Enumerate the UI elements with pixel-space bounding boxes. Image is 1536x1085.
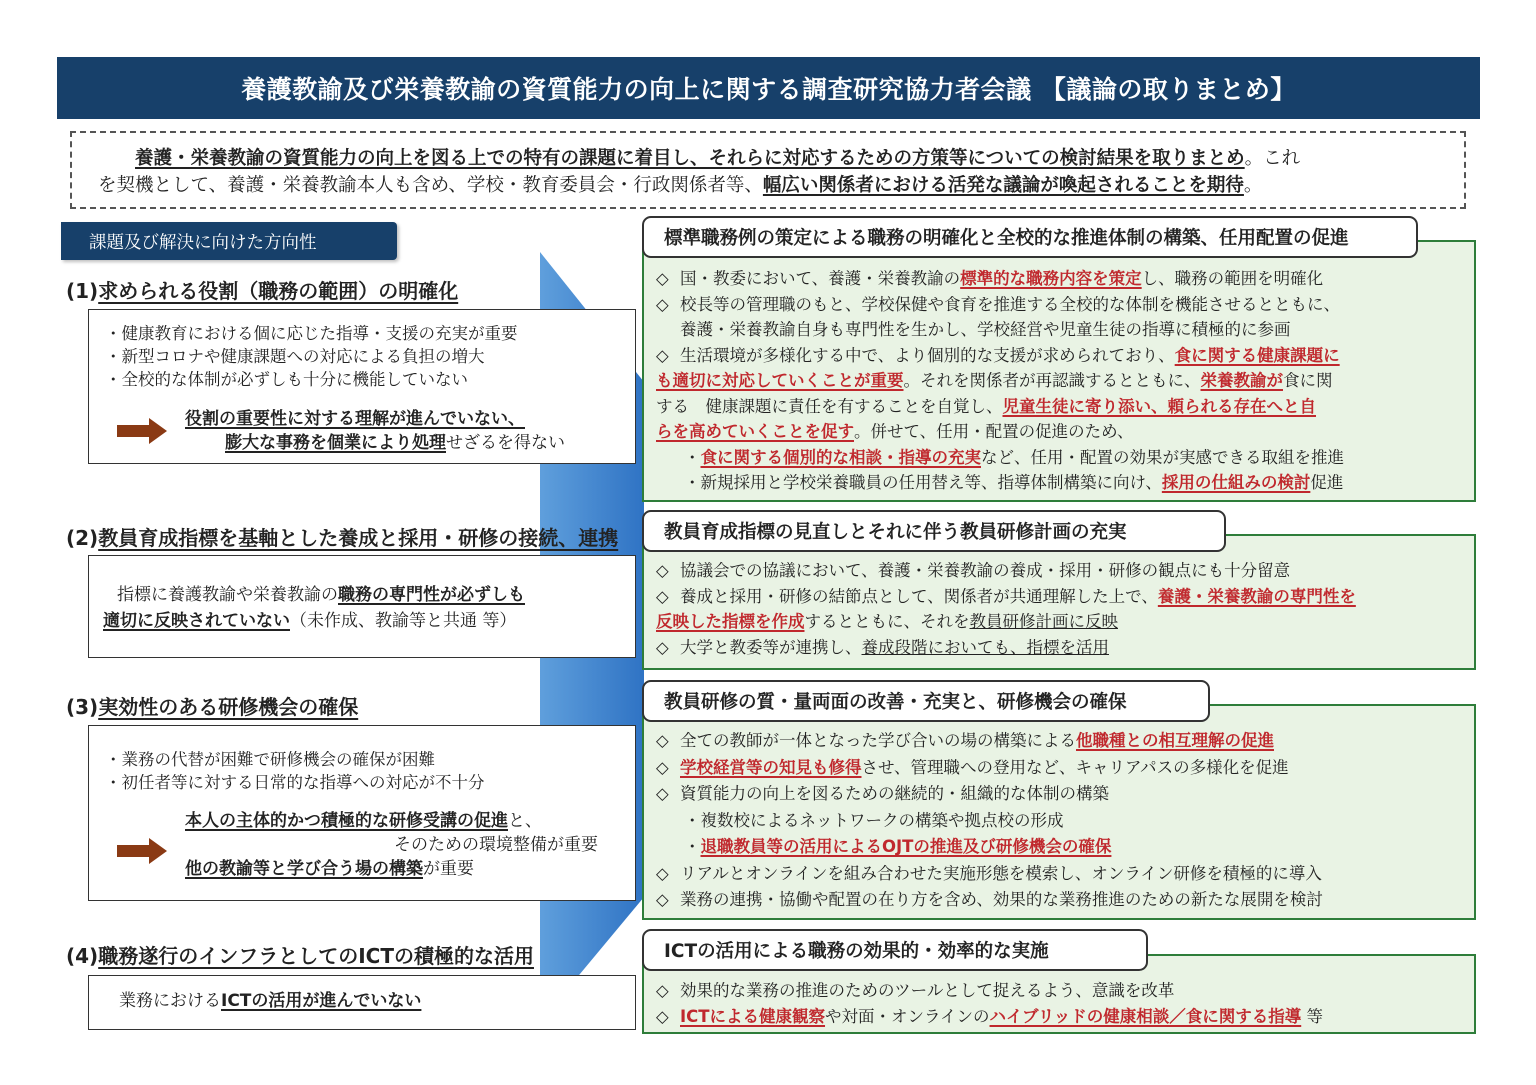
solution-text: し、職務の範囲を明確化 [1141,269,1324,288]
issue-text: （未作成、教諭等と共通 等） [290,611,517,631]
solution-highlight: 標準的な職務内容を策定 [960,269,1142,288]
solution-text: させ、管理職への登用など、キャリアパスの多様化を促進 [861,757,1289,777]
intro-summary-box [70,131,1466,209]
diamond-icon: ◇ [656,757,669,777]
diamond-icon: ◇ [656,561,669,580]
issue-conclusion-1: 本人の主体的かつ積極的な研修受講の促進 [185,811,508,831]
solution-text: など、任用・配置の効果が実感できる取組を推進 [981,447,1344,467]
solution-highlight: 反映した指標を作成 [656,612,805,631]
solution-highlight: 学校経営等の知見も修得 [680,757,862,777]
diamond-icon: ◇ [656,731,669,750]
diamond-icon: ◇ [656,784,669,803]
solution-highlight: 他職種との相互理解の促進 [1076,731,1274,750]
solution-text: や対面・オンラインの [825,1006,990,1026]
section-1-title: 求められる役割（職務の範囲）の明確化 [98,279,459,303]
issue-conclusion-2-rest: せざるを得ない [446,433,565,453]
section-2-number: (2) [66,526,99,550]
section-1-number: (1) [66,279,99,303]
solution-text: 養成と採用・研修の結節点として、関係者が共通理解した上で、 [680,586,1158,606]
issue-highlight: 職務の専門性が必ずしも [338,585,525,605]
diamond-icon: ◇ [656,890,669,909]
solution-text: する 健康課題に責任を有することを自覚し、 [656,396,1003,416]
solution-text: 効果的な業務の推進のためのツールとして捉えるよう、意識を改革 [680,981,1175,1000]
issue-conclusion-1: 役割の重要性に対する理解が進んでいない、 [185,409,525,429]
section-3-solution-box [642,704,1476,920]
issue-bullet: ・新型コロナや健康課題への対応による負担の増大 [105,347,485,366]
section-1-solution-box [642,240,1476,502]
solution-text: ・ [684,837,701,856]
diamond-icon: ◇ [656,269,669,288]
section-4-title: 職務遂行のインフラとしてのICTの積極的な活用 [98,944,534,968]
section-4-heading [66,940,534,969]
solution-highlight: らを高めていくことを促す [656,422,854,441]
section-2-solution-box [642,534,1476,670]
section-3-title: 実効性のある研修機会の確保 [98,695,359,719]
solution-text: するとともに、それを [804,612,970,631]
diamond-icon: ◇ [656,586,669,606]
section-2-heading [66,522,618,551]
section-1-solution-heading: 標準職務例の策定による職務の明確化と全校的な推進体制の構築、任用配置の促進 [642,216,1418,258]
solution-text: 全ての教師が一体となった学び合いの場の構築による [680,731,1076,750]
arrow-right-icon [117,418,167,444]
solution-text: 生活環境が多様化する中で、より個別的な支援が求められており、 [680,345,1175,365]
solution-highlight: 退職教員等の活用によるOJTの推進及び研修機会の確保 [700,837,1112,856]
solution-highlight: 採用の仕組みの検討 [1161,473,1311,492]
arrow-right-icon [117,838,167,864]
solution-text: 等 [1301,1006,1323,1026]
solution-text: 国・教委において、養護・栄養教諭の [680,269,961,288]
issue-highlight: 適切に反映されていない [103,611,290,631]
intro-highlight-2: 幅広い関係者における活発な議論が喚起されることを期待 [762,175,1244,196]
solution-text: 養護・栄養教諭自身も専門性を生かし、学校経営や児童生徒の指導に積極的に参画 [680,320,1291,339]
diamond-icon: ◇ [656,345,669,365]
section-3-issue-box [88,725,636,901]
solution-text: 。併せて、任用・配置の促進のため、 [854,422,1134,441]
issue-text: と、 [508,811,542,831]
solution-text: 促進 [1310,473,1344,492]
issue-bullet: ・業務の代替が困難で研修機会の確保が困難 [105,750,435,769]
issue-text: 指標に養護教諭や栄養教諭の [117,585,338,605]
intro-text-3: 。 [1243,175,1263,196]
intro-text-2: を契機として、養護・栄養教諭本人も含め、学校・教育委員会・行政関係者等、 [98,175,763,196]
section-2-issue-box [88,555,636,658]
diamond-icon: ◇ [656,863,669,883]
solution-highlight: 食に関する個別的な相談・指導の充実 [700,447,981,467]
page-title: 養護教諭及び栄養教諭の資質能力の向上に関する調査研究協力者会議 【議論の取りまとめ】 [57,57,1480,119]
issue-text: 業務における [119,991,221,1011]
diamond-icon: ◇ [656,981,669,1000]
solution-highlight: ICTによる健康観察 [680,1006,826,1026]
issue-text: そのための環境整備が重要 [394,835,598,855]
issue-text: が重要 [423,859,474,879]
section-2-title: 教員育成指標を基軸とした養成と採用・研修の接続、連携 [98,526,619,550]
issue-highlight: ICTの活用が進んでいない [221,991,422,1011]
diamond-icon: ◇ [656,294,669,314]
intro-highlight-1: 養護・栄養教諭の資質能力の向上を図る上での特有の課題に着目し、それらに対応するための方策等についての検討結果を取りまとめ [135,148,1245,169]
solution-text: 資質能力の向上を図るための継続的・組織的な体制の構築 [680,784,1109,803]
solution-text: 食に関 [1283,371,1333,390]
solution-text: ・複数校によるネットワークの構築や拠点校の形成 [684,810,1064,830]
diamond-icon: ◇ [656,637,669,657]
section-3-solution-heading: 教員研修の質・量両面の改善・充実と、研修機会の確保 [642,680,1210,722]
solution-underlined: 養成段階においても、指標を活用 [861,637,1109,657]
solution-highlight: 食に関する健康課題に [1174,345,1340,365]
issue-bullet: ・初任者等に対する日常的な指導への対応が不十分 [105,773,485,792]
section-3-number: (3) [66,695,99,719]
solution-text: ・新規採用と学校栄養職員の任用替え等、指導体制構築に向け、 [684,473,1162,492]
solution-underlined: 教員研修計画に反映 [969,612,1118,631]
solution-text: 協議会での協議において、養護・栄養教諭の養成・採用・研修の観点にも十分留意 [680,561,1291,580]
issue-bullet: ・健康教育における個に応じた指導・支援の充実が重要 [105,324,518,343]
intro-text-1: 。これ [1244,148,1301,169]
solution-text: 。それを関係者が再認識するとともに、 [903,371,1201,390]
section-4-number: (4) [66,944,99,968]
section-4-solution-heading: ICTの活用による職務の効果的・効率的な実施 [642,929,1148,971]
section-3-heading [66,691,358,720]
solution-highlight: 養護・栄養教諭の専門性を [1157,586,1356,606]
section-1-issue-box [88,309,636,464]
solution-highlight: ハイブリッドの健康相談／食に関する指導 [989,1006,1302,1026]
section-2-solution-heading: 教員育成指標の見直しとそれに伴う教員研修計画の充実 [642,510,1226,552]
issue-conclusion-2: 他の教諭等と学び合う場の構築 [185,859,423,879]
solution-text: ・ [684,447,701,467]
solution-text: 大学と教委等が連携し、 [680,637,862,657]
section-4-issue-box [88,975,636,1030]
solution-highlight: 栄養教諭が [1200,371,1283,390]
solution-highlight: 児童生徒に寄り添い、頼られる存在へと自 [1002,396,1316,416]
diamond-icon: ◇ [656,1006,669,1026]
solution-highlight: も適切に対応していくことが重要 [656,371,904,390]
solution-text: 校長等の管理職のもと、学校保健や食育を推進する全校的な体制を機能させるとともに、 [680,294,1340,314]
solution-text: 業務の連携・協働や配置の在り方を含め、効果的な業務推進のための新たな展開を検討 [680,890,1323,909]
issue-bullet: ・全校的な体制が必ずしも十分に機能していない [105,370,468,389]
section-1-heading [66,275,458,304]
solution-text: リアルとオンラインを組み合わせた実施形態を模索し、オンライン研修を積極的に導入 [680,863,1322,883]
section-tag: 課題及び解決に向けた方向性 [61,222,397,260]
issue-conclusion-2: 膨大な事務を個業により処理 [225,433,446,453]
